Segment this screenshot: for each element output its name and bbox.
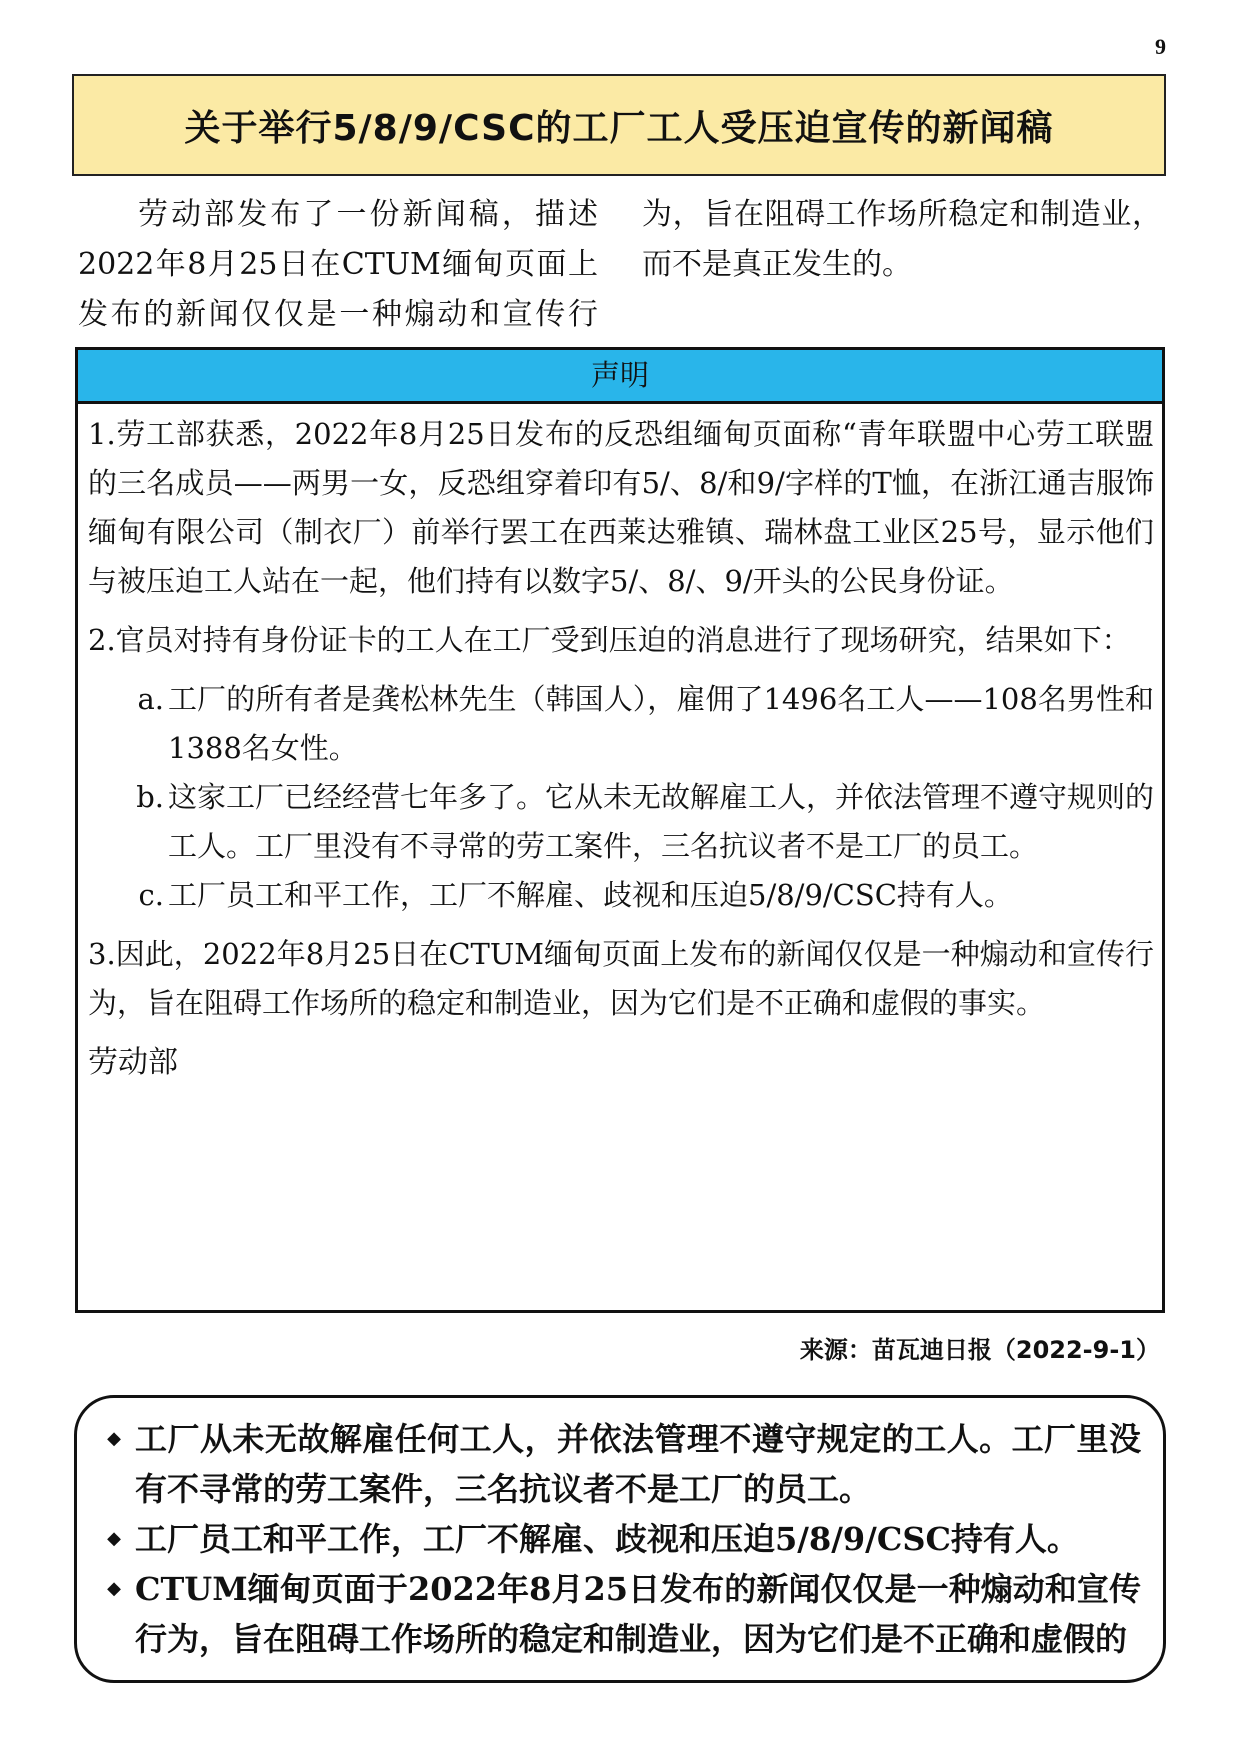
list-marker: c. — [138, 878, 164, 912]
diamond-bullet-icon: ◆ — [107, 1528, 121, 1549]
list-marker: b. — [136, 780, 164, 814]
source-citation: 来源：苗瓦迪日报（2022-9-1） — [799, 1336, 1160, 1364]
list-item — [93, 1564, 1141, 1664]
list-item-text: 工厂员工和平工作，工厂不解雇、歧视和压迫5/8/9/CSC持有人。 — [168, 878, 1013, 912]
summary-item-text: 工厂从未无故解雇任何工人，并依法管理不遵守规定的工人。工厂里没有不寻常的劳工案件，三名抗议者不是工厂的员工。 — [135, 1420, 1141, 1508]
title-banner — [72, 74, 1166, 176]
list-marker: a. — [137, 682, 164, 716]
statement-paragraph-2: 2.官员对持有身份证卡的工人在工厂受到压迫的消息进行了现场研究，结果如下： — [88, 623, 1131, 657]
statement-header: 声明 — [78, 350, 1162, 404]
list-item — [88, 871, 1154, 920]
statement-body — [78, 404, 1162, 1087]
page-title: 关于举行5/8/9/CSC的工厂工人受压迫宣传的新闻稿 — [184, 107, 1054, 149]
list-item-text: 这家工厂已经经营七年多了。它从未无故解雇工人，并依法管理不遵守规则的工人。工厂里没有不寻常的劳工案件，三名抗议者不是工厂的员工。 — [168, 780, 1155, 863]
statement-paragraph-3: 3.因此，2022年8月25日在CTUM缅甸页面上发布的新闻仅仅是一种煽动和宣传行为，旨在阻碍工作场所的稳定和制造业，因为它们是不正确和虚假的事实。 — [88, 937, 1154, 1020]
diamond-bullet-icon: ◆ — [107, 1578, 121, 1599]
findings-list — [88, 675, 1154, 920]
statement-box — [75, 347, 1165, 1313]
list-item — [93, 1514, 1141, 1564]
list-item-text: 工厂的所有者是龚松林先生（韩国人），雇佣了1496名工人——108名男性和1388名女性。 — [168, 682, 1154, 765]
summary-box — [74, 1395, 1166, 1683]
statement-signature: 劳动部 — [88, 1045, 178, 1080]
summary-item-text: CTUM缅甸页面于2022年8月25日发布的新闻仅仅是一种煽动和宣传行为，旨在阻碍工作场所的稳定和制造业，因为它们是不正确和虚假的 — [135, 1570, 1141, 1658]
summary-item-text: 工厂员工和平工作，工厂不解雇、歧视和压迫5/8/9/CSC持有人。 — [135, 1520, 1079, 1558]
page-number: 9 — [1155, 34, 1166, 59]
list-item — [88, 773, 1154, 871]
statement-paragraph-1: 1.劳工部获悉，2022年8月25日发布的反恐组缅甸页面称“青年联盟中心劳工联盟的三名成员——两男一女，反恐组穿着印有5/、8/和9/字样的T恤，在浙江通吉服饰缅甸有限公司（制衣厂）前举行罢工在西莱达雅镇、瑞林盘工业区25号，显示他们与被压迫工人站在一起，他们持有以数字5/、8/、9/开头的公民身份证。 — [88, 417, 1154, 598]
summary-list — [93, 1414, 1141, 1664]
list-item — [88, 675, 1154, 773]
list-item — [93, 1414, 1141, 1514]
intro-paragraph: 劳动部发布了一份新闻稿，描述2022年8月25日在CTUM缅甸页面上发布的新闻仅仅是一种煽动和宣传行为，旨在阻碍工作场所稳定和制造业，而不是真正发生的。 — [78, 197, 1162, 332]
diamond-bullet-icon: ◆ — [107, 1428, 121, 1449]
